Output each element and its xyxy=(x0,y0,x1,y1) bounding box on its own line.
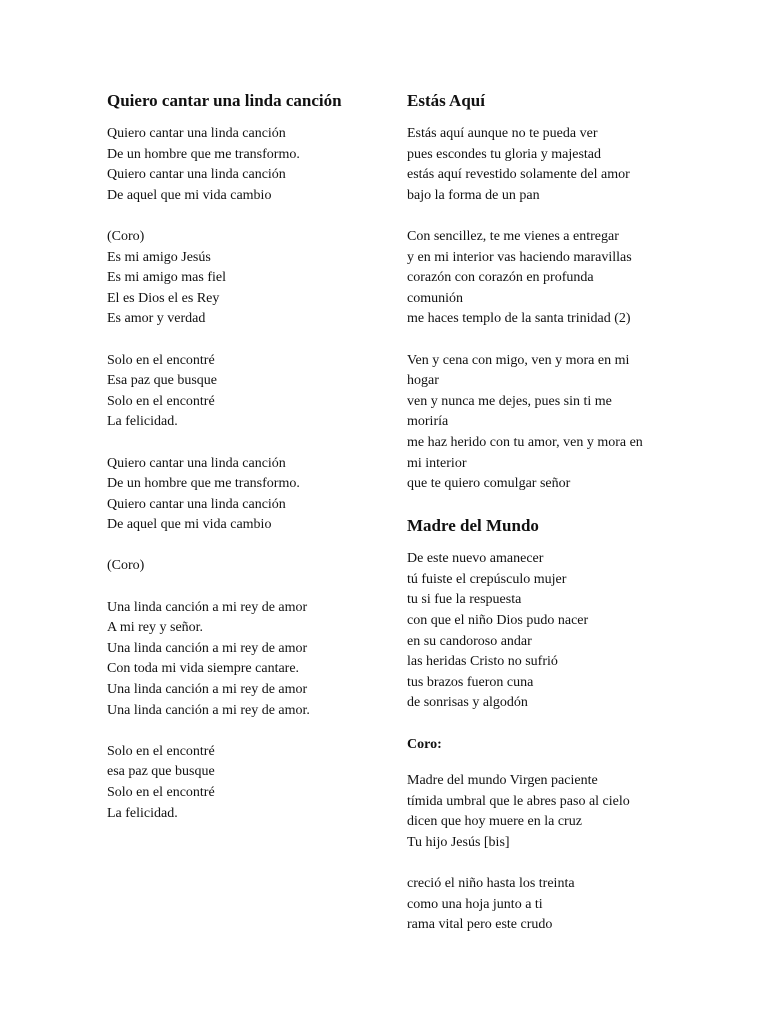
lyric-line: Con toda mi vida siempre cantare. xyxy=(107,661,300,677)
lyric-line: mi interior xyxy=(407,455,467,471)
song-title: Estás Aquí xyxy=(407,91,485,110)
lyric-line: Solo en el encontré xyxy=(107,352,215,368)
lyric-line: El es Dios el es Rey xyxy=(107,290,220,306)
lyric-line: creció el niño hasta los treinta xyxy=(407,876,575,892)
lyric-line: Solo en el encontré xyxy=(107,743,215,759)
lyric-line: (Coro) xyxy=(107,228,145,244)
lyric-line: estás aquí revestido solamente del amor xyxy=(407,167,630,183)
lyric-line: Madre del mundo Virgen paciente xyxy=(407,773,598,789)
lyric-line: Esa paz que busque xyxy=(107,373,218,389)
stanza xyxy=(107,742,377,824)
stanza xyxy=(407,124,669,206)
lyric-line: moriría xyxy=(407,414,449,430)
lyric-line: Estás aquí aunque no te pueda ver xyxy=(407,126,598,141)
lyric-line: La felicidad. xyxy=(107,414,178,430)
stanza xyxy=(107,454,377,536)
lyric-line: La felicidad. xyxy=(107,805,178,821)
lyric-line: tú fuiste el crepúsculo mujer xyxy=(407,571,567,587)
lyric-line: de sonrisas y algodón xyxy=(407,695,528,711)
lyric-line: y en mi interior vas haciendo maravillas xyxy=(407,249,632,265)
verse xyxy=(407,549,669,714)
verse xyxy=(407,874,669,936)
lyric-line: que te quiero comulgar señor xyxy=(407,476,571,492)
lyric-line: Una linda canción a mi rey de amor xyxy=(107,599,308,615)
lyric-line: Solo en el encontré xyxy=(107,393,215,409)
lyric-line: esa paz que busque xyxy=(107,764,215,780)
lyric-line: las heridas Cristo no sufrió xyxy=(407,654,558,670)
lyric-line: rama vital pero este crudo xyxy=(407,917,553,933)
lyric-line: Solo en el encontré xyxy=(107,785,215,800)
lyric-line: me haces templo de la santa trinidad (2) xyxy=(407,311,631,327)
lyric-line: en su candoroso andar xyxy=(407,633,532,649)
lyric-line: como una hoja junto a ti xyxy=(407,896,543,912)
lyric-line: Tu hijo Jesús [bis] xyxy=(407,835,510,850)
lyric-line: Quiero cantar una linda canción xyxy=(107,126,286,141)
lyric-line: tus brazos fueron cuna xyxy=(407,674,534,690)
lyric-line: bajo la forma de un pan xyxy=(407,187,540,203)
stanza xyxy=(107,556,377,577)
lyric-line: Ven y cena con migo, ven y mora en mi xyxy=(407,352,630,368)
lyric-line: Quiero cantar una linda canción xyxy=(107,455,286,471)
right-column xyxy=(407,90,669,957)
lyric-line: Es amor y verdad xyxy=(107,311,206,327)
lyric-line: Es mi amigo Jesús xyxy=(107,249,211,265)
chorus-label: Coro: xyxy=(407,736,442,752)
lyric-line: comunión xyxy=(407,290,463,306)
lyric-line: De un hombre que me transformo. xyxy=(107,476,300,492)
stanza xyxy=(107,227,377,330)
lyric-line: Es mi amigo mas fiel xyxy=(107,270,226,286)
lyric-line: Quiero cantar una linda canción xyxy=(107,167,286,183)
lyric-line: De un hombre que me transformo. xyxy=(107,146,300,162)
lyric-line: hogar xyxy=(407,373,439,389)
lyric-line: Quiero cantar una linda canción xyxy=(107,496,286,512)
stanza xyxy=(407,227,669,330)
stanza xyxy=(107,351,377,433)
stanza xyxy=(107,124,377,206)
lyric-line: tímida umbral que le abres paso al cielo xyxy=(407,793,630,809)
chorus xyxy=(407,771,669,853)
song-lyrics xyxy=(107,124,377,824)
lyric-line: Una linda canción a mi rey de amor xyxy=(107,640,308,656)
song-lyrics xyxy=(407,124,669,495)
lyric-line: ven y nunca me dejes, pues sin ti me xyxy=(407,393,612,409)
lyric-line: De aquel que mi vida cambio xyxy=(107,187,272,203)
lyric-line: De este nuevo amanecer xyxy=(407,551,544,567)
song-title: Madre del Mundo xyxy=(407,516,539,536)
stanza xyxy=(107,598,377,722)
lyric-line: (Coro) xyxy=(107,558,145,574)
lyric-line: dicen que hoy muere en la cruz xyxy=(407,814,582,830)
lyric-line: Con sencillez, te me vienes a entregar xyxy=(407,228,619,244)
lyric-line: A mi rey y señor. xyxy=(107,620,204,636)
lyric-line: pues escondes tu gloria y majestad xyxy=(407,146,602,162)
lyric-line: Una linda canción a mi rey de amor xyxy=(107,682,308,698)
lyric-line: tu si fue la respuesta xyxy=(407,592,522,608)
song-title: Quiero cantar una linda canción xyxy=(107,91,342,110)
lyric-line: Una linda canción a mi rey de amor. xyxy=(107,702,310,718)
left-column xyxy=(107,90,377,845)
lyric-line: con que el niño Dios pudo nacer xyxy=(407,613,589,629)
lyric-line: corazón con corazón en profunda xyxy=(407,270,594,286)
lyric-line: me haz herido con tu amor, ven y mora en xyxy=(407,434,643,450)
lyric-line: De aquel que mi vida cambio xyxy=(107,517,272,533)
stanza xyxy=(407,351,669,495)
